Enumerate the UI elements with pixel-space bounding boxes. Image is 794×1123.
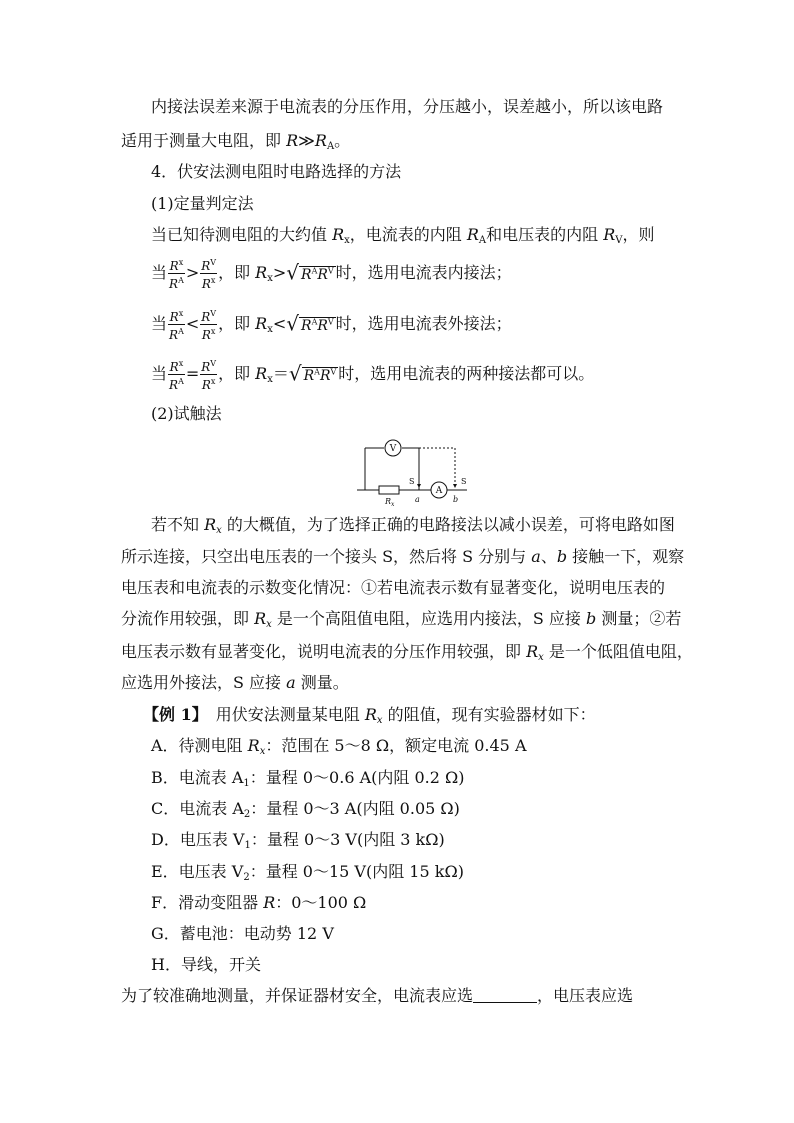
trial-contact-circuit-diagram <box>357 434 477 506</box>
option-a: A．待测电阻 $R_x$：范围在 5～8 Ω，额定电流 0.45 A <box>151 736 527 757</box>
method-2-heading: (2)试触法 <box>151 404 222 423</box>
ammeter-label: A <box>435 486 443 496</box>
resistor-label: $R_x$ <box>385 497 395 506</box>
voltmeter-label: V <box>389 444 397 454</box>
option-h: H．导线，开关 <box>151 955 261 974</box>
method-1-description: 当已知待测电阻的大约值 $R_x$，电流表的内阻 $R_A$和电压表的内阻 $R_V$，则 <box>151 225 655 246</box>
case-outer-method: 当 $\frac{R^x}{R^A}$ < $\frac{R^V}{R^x}$ ，即 $R_x<√$ $R^AR^V$ 时，选用电流表外接法； <box>151 309 512 342</box>
sqrt-ra-rv: √ $R^AR^V$ <box>288 361 337 386</box>
example-tag: 【例 1】 <box>143 705 200 724</box>
switch-label-s2: S <box>461 477 467 486</box>
method-1-heading: (1)定量判定法 <box>151 194 254 213</box>
sqrt-ra-rv: √ $R^AR^V$ <box>286 260 334 285</box>
switch-label-s1: S <box>409 477 415 486</box>
trial-line-4: 分流作用较强，即 $R_x$ 是一个高阻值电阻，应选用内接法，S 应接 b 测量；②若 <box>121 609 682 630</box>
example-question-line: 为了较准确地测量，并保证器材安全，电流表应选 ，电压表应选 <box>121 986 634 1005</box>
option-f: F．滑动变阻器 R：0～100 Ω <box>151 893 367 912</box>
arrow-down-icon <box>417 484 421 488</box>
intro-line-1: 内接法误差来源于电流表的分压作用，分压越小，误差越小，所以该电路 <box>151 97 664 116</box>
resistor-rx <box>379 486 399 494</box>
fraction-rv-over-rx: $\frac{R^V}{R^x}$ <box>201 359 217 392</box>
option-e: E．电压表 $V_2$：量程 0～15 V(内阻 15 kΩ) <box>151 862 464 883</box>
point-b-label: b <box>453 495 459 504</box>
option-g: G．蓄电池：电动势 12 V <box>151 924 334 943</box>
fraction-rx-over-ra: $\frac{R^x}{R^A}$ <box>169 359 184 392</box>
trial-line-5: 电压表示数有显著变化，说明电流表的分压作用较强，即 $R_x$ 是一个低阻值电阻， <box>121 642 693 663</box>
trial-line-1: 若不知 $R_x$ 的大概值，为了选择正确的电路接法以减小误差，可将电路如图 <box>151 515 675 536</box>
trial-line-2: 所示连接，只空出电压表的一个接头 S，然后将 S 分别与 a、b 接触一下，观察 <box>121 547 685 566</box>
trial-line-6: 应选用外接法，S 应接 a 测量。 <box>121 673 349 692</box>
intro-line-2: 适用于测量大电阻，即 $R≫R_A$。 <box>121 131 351 152</box>
option-c: C．电流表 $A_2$：量程 0～3 A(内阻 0.05 Ω) <box>151 799 460 820</box>
arrow-down-icon <box>453 484 457 488</box>
option-b: B．电流表 $A_1$：量程 0～0.6 A(内阻 0.2 Ω) <box>151 768 465 789</box>
example-stem: 【例 1】 用伏安法测量某电阻 $R_x$ 的阻值，现有实验器材如下： <box>143 705 596 726</box>
fraction-rx-over-ra: $\frac{R^x}{R^A}$ <box>169 309 184 342</box>
case-either-method: 当 $\frac{R^x}{R^A}$ = $\frac{R^V}{R^x}$ ，即 $R_x=√$ $R^AR^V$ 时，选用电流表的两种接法都可以。 <box>151 359 595 392</box>
trial-line-3: 电压表和电流表的示数变化情况：①若电流表示数有显著变化，说明电压表的 <box>121 578 666 597</box>
option-d: D．电压表 $V_1$：量程 0～3 V(内阻 3 kΩ) <box>151 830 445 851</box>
point-a-label: a <box>415 495 420 504</box>
fraction-rv-over-rx: $\frac{R^V}{R^x}$ <box>201 309 217 342</box>
fraction-rx-over-ra: $\frac{R^x}{R^A}$ <box>169 258 184 291</box>
case-inner-method: 当 $\frac{R^x}{R^A}$ > $\frac{R^V}{R^x}$ ，即 $R_x>√$ $R^AR^V$ 时，选用电流表内接法； <box>151 258 512 291</box>
section-4-heading: 4．伏安法测电阻时电路选择的方法 <box>151 162 402 181</box>
fraction-rv-over-rx: $\frac{R^V}{R^x}$ <box>201 258 217 291</box>
sqrt-ra-rv: √ $R^AR^V$ <box>286 311 334 336</box>
answer-blank-ammeter[interactable] <box>473 988 537 1003</box>
